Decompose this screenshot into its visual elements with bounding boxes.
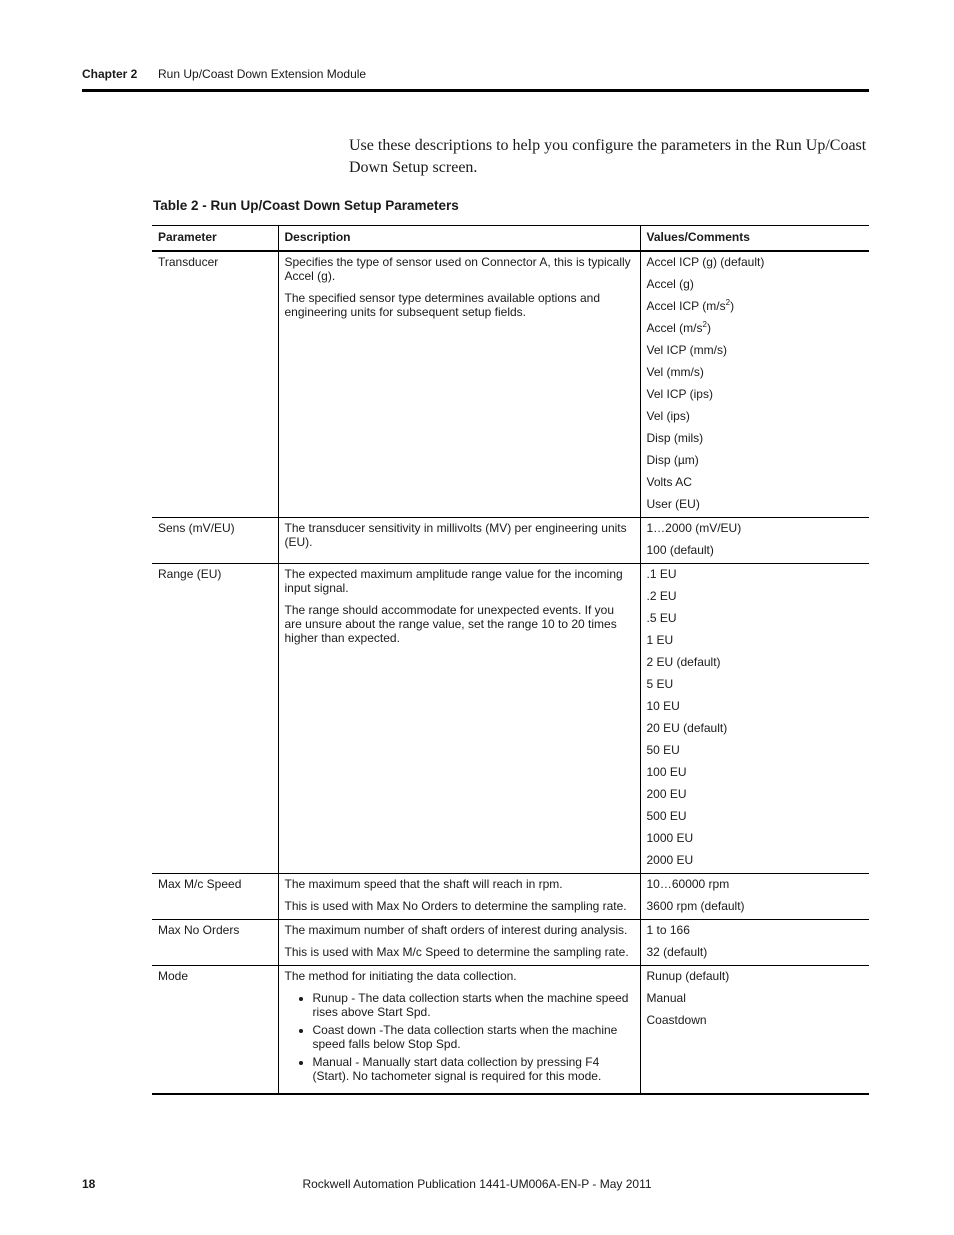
value-item: Accel ICP (g) (default) — [646, 255, 765, 269]
chapter-title: Run Up/Coast Down Extension Module — [158, 67, 367, 81]
value-item: 1 to 166 — [646, 923, 690, 937]
cell-values — [640, 564, 869, 874]
value-item: .1 EU — [646, 567, 677, 581]
value-item: Accel ICP $(m/s^2)$ — [646, 298, 735, 313]
value-item: 20 EU (default) — [646, 721, 728, 735]
value-item: Runup (default) — [646, 969, 730, 983]
intro-paragraph: Use these descriptions to help you configure the parameters in the Run Up/Coast Down Setup screen. — [349, 137, 867, 176]
cell-parameter: Max M/c Speed — [152, 874, 278, 920]
table-header-row — [152, 226, 869, 252]
description-text: The maximum speed that the shaft will reach in rpm. — [284, 877, 563, 891]
list-item: • Coast down -The data collection starts when the machine speed falls below Stop Spd. — [313, 1023, 634, 1051]
cell-parameter: Transducer — [152, 251, 278, 518]
cell-parameter: Max No Orders — [152, 920, 278, 966]
cell-parameter: Range (EU) — [152, 564, 278, 874]
cell-description — [278, 920, 640, 966]
cell-values — [640, 874, 869, 920]
value-item: Accel (g) — [646, 277, 694, 291]
value-item: 2000 EU — [646, 853, 694, 867]
table-row — [152, 564, 869, 874]
value-item: .2 EU — [646, 589, 677, 603]
table-caption: Table 2 - Run Up/Coast Down Setup Parameters — [153, 198, 459, 213]
value-item: Disp (mils) — [646, 431, 704, 445]
description-text: The expected maximum amplitude range value for the incoming input signal. — [284, 567, 623, 595]
mode-bullet-list — [285, 991, 634, 1083]
value-item: .5 EU — [646, 611, 677, 625]
cell-description — [278, 874, 640, 920]
value-item: 3600 rpm (default) — [646, 899, 745, 913]
value-item: Manual — [646, 991, 686, 1005]
description-text: The transducer sensitivity in millivolts (MV) per engineering units (EU). — [284, 521, 627, 549]
description-text: The maximum number of shaft orders of interest during analysis. — [284, 923, 628, 937]
cell-parameter: Sens (mV/EU) — [152, 518, 278, 564]
page-number: 18 — [82, 1177, 96, 1191]
value-item: 200 EU — [646, 787, 687, 801]
value-item: Vel ICP (mm/s) — [646, 343, 727, 357]
value-item: 10 EU — [646, 699, 680, 713]
value-item: Vel (ips) — [646, 409, 690, 423]
cell-description — [278, 966, 640, 1095]
table-row — [152, 251, 869, 518]
parameters-table — [152, 225, 869, 1095]
cell-description — [278, 251, 640, 518]
cell-values — [640, 251, 869, 518]
value-item: 100 (default) — [646, 543, 714, 557]
value-item: 32 (default) — [646, 945, 708, 959]
cell-values — [640, 966, 869, 1095]
value-item: 50 EU — [646, 743, 680, 757]
description-text: This is used with Max No Orders to determine the sampling rate. — [284, 899, 627, 913]
page-header — [82, 66, 869, 82]
value-item: 5 EU — [646, 677, 674, 691]
description-text: The specified sensor type determines available options and engineering units for subsequent setup fields. — [284, 291, 601, 319]
value-item: 1…2000 (mV/EU) — [646, 521, 742, 535]
description-text: The method for initiating the data collection. — [284, 969, 517, 983]
value-item: Disp (µm) — [646, 453, 699, 467]
list-item: • Manual - Manually start data collection by pressing F4 (Start). No tachometer signal is required for this mode. — [313, 1055, 634, 1083]
cell-parameter: Mode — [152, 966, 278, 1095]
cell-values — [640, 518, 869, 564]
value-item: Vel ICP (ips) — [646, 387, 713, 401]
chapter-label: Chapter 2 — [82, 67, 138, 81]
value-item: 100 EU — [646, 765, 687, 779]
value-item: 1000 EU — [646, 831, 694, 845]
table-row — [152, 874, 869, 920]
list-item: • Runup - The data collection starts when the machine speed rises above Start Spd. — [313, 991, 634, 1019]
value-item: Vel (mm/s) — [646, 365, 704, 379]
header-parameter: Parameter — [152, 226, 278, 252]
table-row — [152, 518, 869, 564]
value-item: Accel $(m/s^2)$ — [646, 320, 711, 335]
value-item: 2 EU (default) — [646, 655, 721, 669]
publication-info: Rockwell Automation Publication 1441-UM006A-EN-P - May 2011 — [302, 1177, 652, 1191]
table-row — [152, 966, 869, 1095]
table-row — [152, 920, 869, 966]
value-item: Coastdown — [646, 1013, 707, 1027]
description-text: The range should accommodate for unexpected events. If you are unsure about the range value, set the range 10 to 20 times higher than expected. — [284, 603, 617, 645]
header-rule — [82, 89, 869, 92]
description-text: Specifies the type of sensor used on Connector A, this is typically Accel (g). — [284, 255, 631, 283]
cell-description — [278, 518, 640, 564]
value-item: 500 EU — [646, 809, 687, 823]
description-text: This is used with Max M/c Speed to determine the sampling rate. — [284, 945, 629, 959]
value-item: Volts AC — [646, 475, 692, 489]
header-values: Values/Comments — [640, 226, 869, 252]
value-item: User (EU) — [646, 497, 700, 511]
header-description: Description — [278, 226, 640, 252]
value-item: 1 EU — [646, 633, 674, 647]
cell-description — [278, 564, 640, 874]
value-item: 10…60000 rpm — [646, 877, 730, 891]
cell-values — [640, 920, 869, 966]
